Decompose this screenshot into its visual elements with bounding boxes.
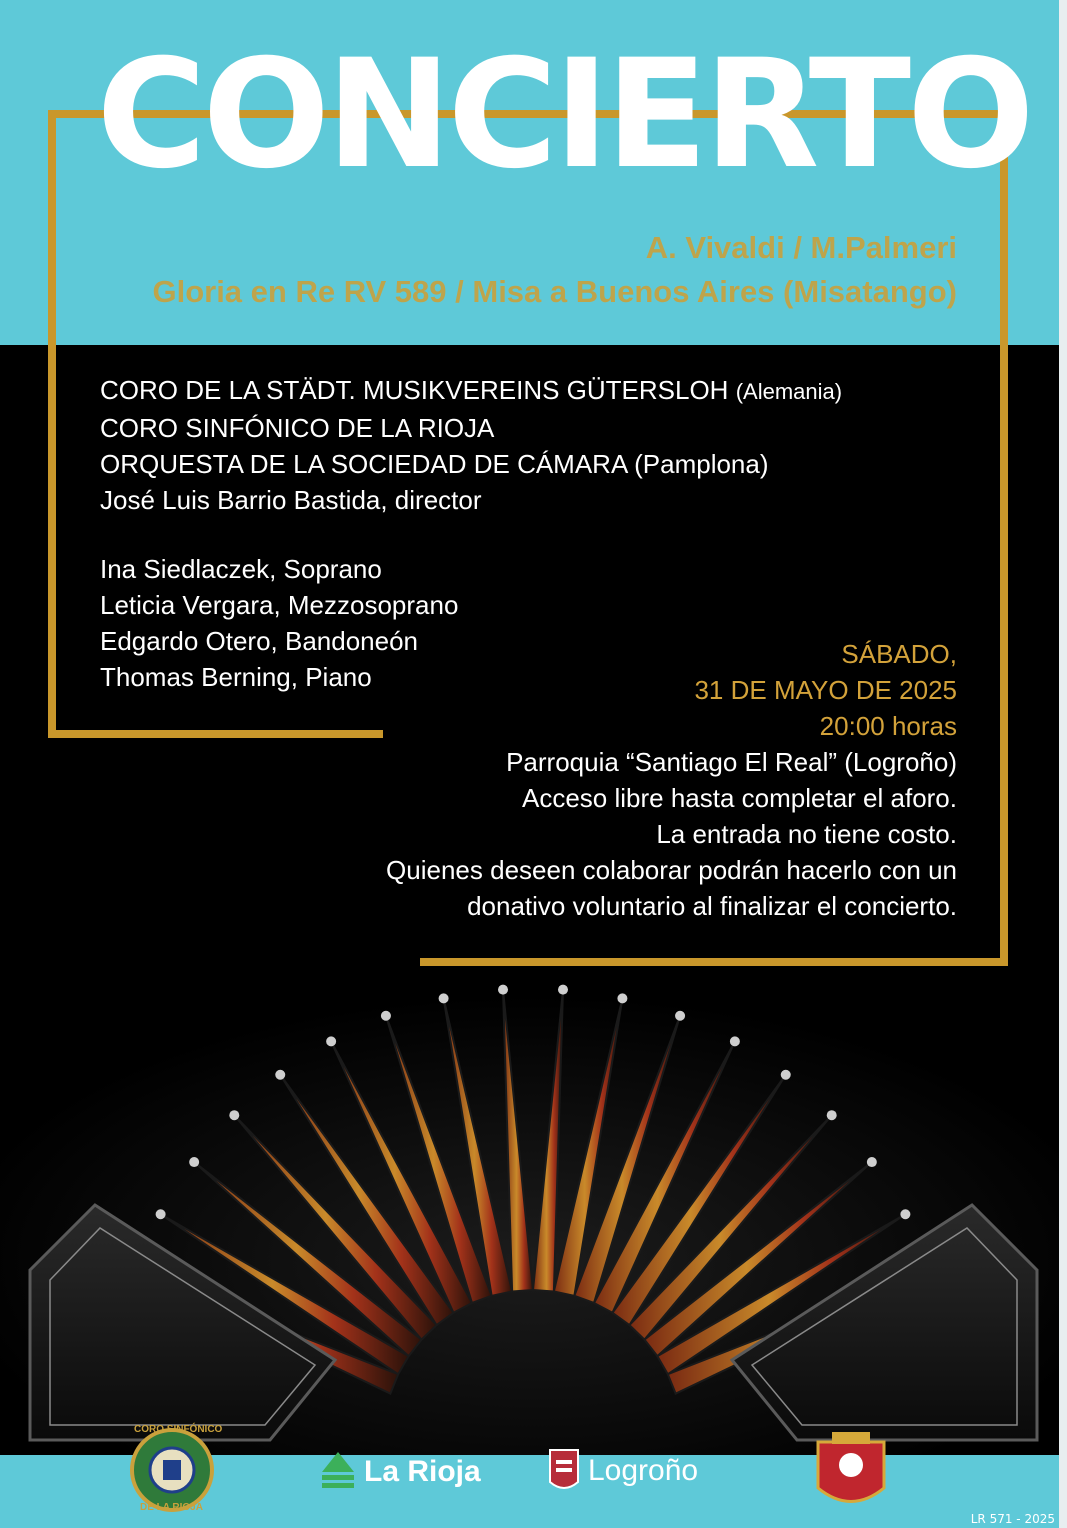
event-donation-1: Quienes deseen colaborar podrán hacerlo con un bbox=[386, 855, 957, 885]
ensemble-line bbox=[100, 482, 842, 518]
ensemble-line bbox=[100, 410, 842, 446]
bellows-corner bbox=[326, 1036, 336, 1046]
event-details bbox=[386, 636, 957, 924]
gold-frame-bottom-left bbox=[48, 730, 383, 738]
composers-block bbox=[152, 226, 957, 314]
event-date: 31 DE MAYO DE 2025 bbox=[694, 675, 957, 705]
soloist-line: Leticia Vergara, Mezzosoprano bbox=[100, 590, 459, 620]
gold-frame-right bbox=[1000, 110, 1008, 966]
bellows-corner bbox=[229, 1110, 239, 1120]
event-day: SÁBADO, bbox=[841, 639, 957, 669]
soloist-line: Thomas Berning, Piano bbox=[100, 662, 372, 692]
event-donation-2: donativo voluntario al finalizar el concierto. bbox=[467, 891, 957, 921]
bellows-corner bbox=[156, 1209, 166, 1219]
gold-frame-left bbox=[48, 110, 56, 738]
soloist-line: Ina Siedlaczek, Soprano bbox=[100, 554, 382, 584]
bellows-corner bbox=[275, 1070, 285, 1080]
bellows-corner bbox=[675, 1011, 685, 1021]
event-venue: Parroquia “Santiago El Real” (Logroño) bbox=[506, 747, 957, 777]
ensembles-list bbox=[100, 372, 842, 518]
ensemble-name: CORO SINFÓNICO DE LA RIOJA bbox=[100, 413, 495, 443]
event-access: Acceso libre hasta completar el aforo. bbox=[522, 783, 957, 813]
composers-names: A. Vivaldi / M.Palmeri bbox=[645, 230, 957, 265]
coro-sinfonico-logo bbox=[132, 1430, 212, 1510]
bellows-corner bbox=[867, 1157, 877, 1167]
la-rioja-logo-mark bbox=[322, 1452, 354, 1488]
ensemble-line bbox=[100, 446, 842, 482]
poster-title: CONCIERTO bbox=[96, 28, 1031, 202]
page-edge bbox=[1059, 0, 1067, 1528]
works-titles: Gloria en Re RV 589 / Misa a Buenos Aires (Misatango) bbox=[152, 274, 957, 309]
bellows-corner bbox=[900, 1209, 910, 1219]
bellows-corner bbox=[558, 985, 568, 995]
bellows-corner bbox=[498, 985, 508, 995]
bellows-corner bbox=[617, 993, 627, 1003]
bellows-corner bbox=[827, 1110, 837, 1120]
ensemble-note: (Alemania) bbox=[735, 379, 843, 404]
logrono-shield-icon bbox=[550, 1450, 578, 1488]
bellows-corner bbox=[189, 1157, 199, 1167]
bellows-corner bbox=[439, 993, 449, 1003]
event-time: 20:00 horas bbox=[819, 711, 957, 741]
gold-frame-bottom-right bbox=[420, 958, 1008, 966]
soloist-line: Edgardo Otero, Bandoneón bbox=[100, 626, 419, 656]
bellows-corner bbox=[381, 1011, 391, 1021]
ensemble-line bbox=[100, 372, 842, 410]
logrono-label: Logroño bbox=[588, 1454, 699, 1487]
city-coat-of-arms-icon bbox=[818, 1432, 884, 1502]
event-price: La entrada no tiene costo. bbox=[656, 819, 957, 849]
la-rioja-label: La Rioja bbox=[364, 1455, 481, 1488]
director-name: José Luis Barrio Bastida, director bbox=[100, 485, 482, 515]
ensemble-note: (Pamplona) bbox=[634, 449, 769, 479]
bellows-corner bbox=[730, 1036, 740, 1046]
legal-deposit: LR 571 - 2025 bbox=[970, 1512, 1055, 1526]
coro-logo-text-top: CORO SINFÓNICO bbox=[134, 1424, 223, 1435]
bellows-corner bbox=[781, 1070, 791, 1080]
coro-logo-text-bottom: DE LA RIOJA bbox=[140, 1502, 203, 1513]
ensemble-name: ORQUESTA DE LA SOCIEDAD DE CÁMARA bbox=[100, 449, 627, 479]
bandoneon-image bbox=[0, 970, 1067, 1455]
ensemble-name: CORO DE LA STÄDT. MUSIKVEREINS GÜTERSLOH bbox=[100, 375, 729, 405]
